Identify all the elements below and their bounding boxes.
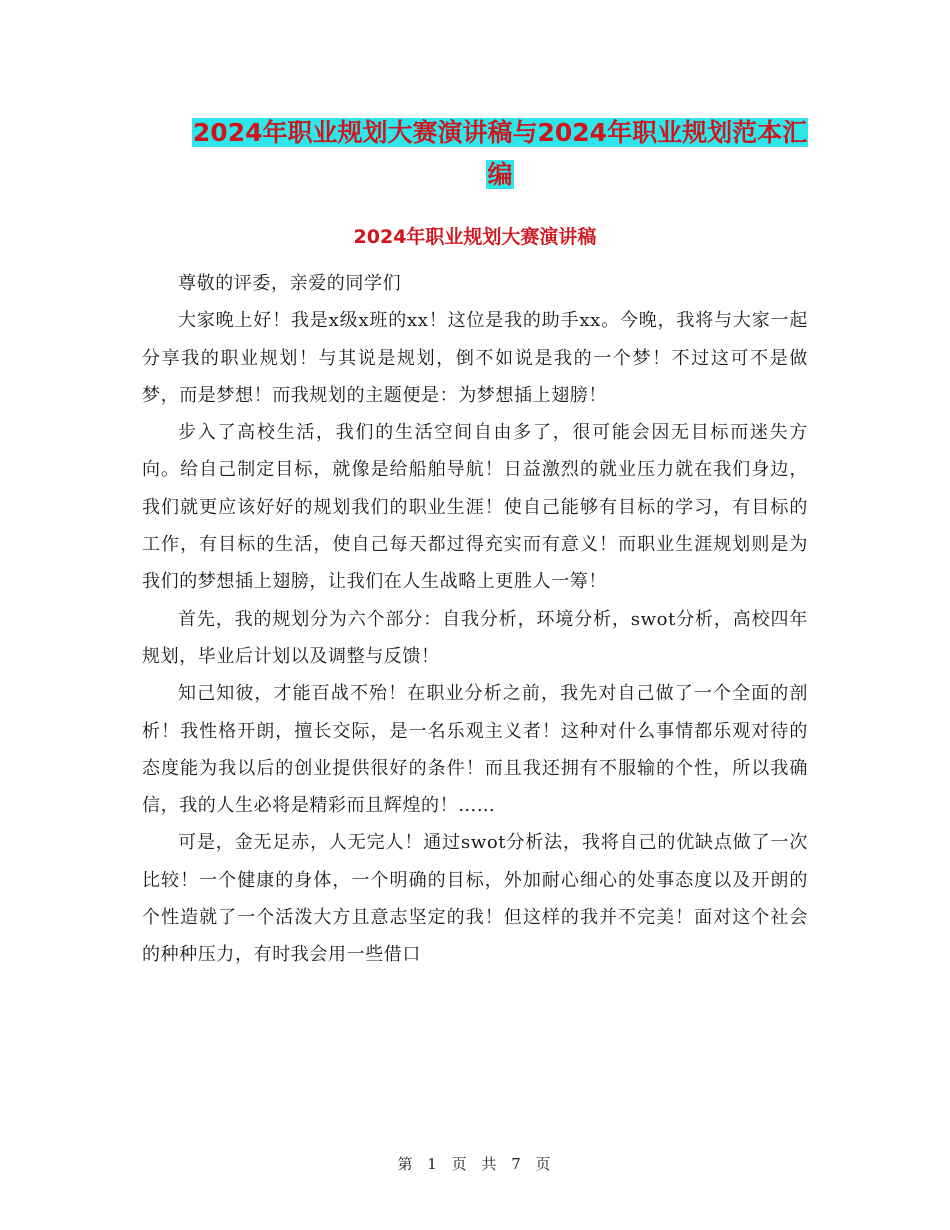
- body-paragraph: 首先，我的规划分为六个部分：自我分析，环境分析，swot分析，高校四年规划，毕业后计划以及调整与反馈！: [142, 608, 808, 667]
- body-text: [142, 265, 808, 974]
- footer-label-unit: 页: [451, 1155, 469, 1173]
- footer-label-unit-2: 页: [535, 1155, 553, 1173]
- footer-label-total: 共: [481, 1155, 499, 1173]
- footer-current-page: 1: [427, 1155, 439, 1173]
- footer-total-pages: 7: [511, 1155, 523, 1173]
- body-paragraph: 知己知彼，才能百战不殆！在职业分析之前，我先对自己做了一个全面的剖析！我性格开朗，擅长交际，是一名乐观主义者！这种对什么事情都乐观对待的态度能为我以后的创业提供很好的条件！而且我还拥有不服输的个性，所以我确信，我的人生必将是精彩而且辉煌的！……: [142, 683, 808, 817]
- body-paragraph: 可是，金无足赤，人无完人！通过swot分析法，我将自己的优缺点做了一次比较！一个健康的身体，一个明确的目标，外加耐心细心的处事态度以及开朗的个性造就了一个活泼大方且意志坚定的我！但这样的我并不完美！面对这个社会的种种压力，有时我会用一些借口: [142, 832, 808, 966]
- footer-label-page: 第: [397, 1155, 415, 1173]
- document-title: [140, 112, 860, 196]
- page-footer: [0, 1153, 950, 1174]
- body-paragraph: 步入了高校生活，我们的生活空间自由多了，很可能会因无目标而迷失方向。给自己制定目标，就像是给船舶导航！日益激烈的就业压力就在我们身边，我们就更应该好好的规划我们的职业生涯！使自己能够有目标的学习，有目标的工作，有目标的生活，使自己每天都过得充实而有意义！而职业生涯规划则是为我们的梦想插上翅膀，让我们在人生战略上更胜人一筹！: [142, 422, 808, 593]
- document-title-line-1: 2024年职业规划大赛演讲稿与2024年职业规划范本汇: [192, 118, 808, 147]
- body-paragraph: 大家晚上好！我是x级x班的xx！这位是我的助手xx。今晚，我将与大家一起分享我的职业规划！与其说是规划，倒不如说是我的一个梦！不过这可不是做梦，而是梦想！而我规划的主题便是：为梦想插上翅膀！: [142, 310, 808, 406]
- section-title: 2024年职业规划大赛演讲稿: [353, 226, 597, 248]
- document-title-line-2: 编: [487, 160, 513, 189]
- salutation-paragraph: 尊敬的评委，亲爱的同学们: [178, 273, 402, 294]
